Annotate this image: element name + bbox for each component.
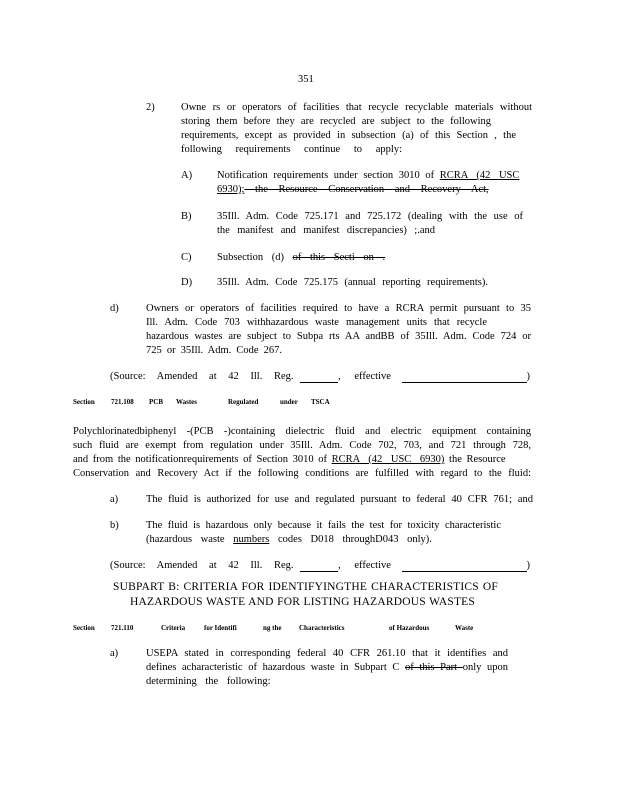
pcb-b-line — [146, 533, 436, 546]
heading-part: TSCA — [311, 398, 330, 406]
item-2-line: Owne rs or operators of facilities that recycle recyclable materials without — [181, 102, 532, 113]
heading-part: for Identifi — [204, 624, 237, 632]
source-note — [110, 559, 531, 572]
rcra-citation: 6930); — [217, 184, 245, 195]
pcb-b-line: The fluid is hazardous only because it fails the test for toxicity characteristic — [146, 520, 501, 531]
pcb-text: and from the notificationrequirements of Section 3010 of — [73, 454, 332, 465]
item-C-text: Subsection (d) — [217, 252, 293, 263]
item-2-line: storing them before they are recycled are subject to the following — [181, 116, 491, 127]
heading-part: Characteristics — [299, 624, 345, 632]
item-B-line: 35Ill. Adm. Code 725.171 and 725.172 (dealing with the use of — [217, 211, 523, 222]
pcb-line: Polychlorinatedbiphenyl -(PCB -)containing dielectric fluid and electric equipment containing — [73, 426, 531, 437]
pcb-line: such fluid are exempt from regulation under 35Ill. Adm. Code 702, 703, and 721 through 728, — [73, 440, 531, 451]
rcra-citation: RCRA (42 USC — [439, 170, 520, 181]
deleted-text: the Resource Conservation and Recovery Act, — [244, 184, 489, 195]
heading-part: Section — [73, 398, 95, 406]
deleted-text: of this Part — [405, 662, 463, 673]
heading-part: ng the — [263, 624, 282, 632]
deleted-text: of this Secti on . — [292, 252, 386, 263]
heading-part: PCB — [149, 398, 163, 406]
pcb-line — [73, 453, 533, 466]
source-effective: effective — [354, 371, 391, 382]
subpart-heading: SUBPART B: CRITERIA FOR IDENTIFYINGTHE CHARACTERISTICS OF — [113, 581, 498, 593]
numbers-insert: numbers — [233, 534, 270, 545]
heading-part: 721.110 — [111, 624, 134, 632]
heading-part: under — [280, 398, 298, 406]
item-A-text: Notification requirements under section 3010 of — [217, 170, 440, 181]
sec110-a-line: determining the following: — [146, 676, 271, 687]
pcb-line: Conservation and Recovery Act if the following conditions are fulfilled with regard to the fluid: — [73, 468, 531, 479]
subpart-heading: HAZARDOUS WASTE AND FOR LISTING HAZARDOUS WASTES — [130, 596, 475, 608]
heading-part: Wastes — [176, 398, 197, 406]
item-B-label: B) — [181, 211, 192, 222]
page-number: 351 — [298, 74, 314, 85]
item-C-label: C) — [181, 252, 192, 263]
reg-blank — [300, 561, 338, 572]
source-close: ) — [526, 371, 531, 382]
heading-part: of Hazardous — [389, 624, 430, 632]
item-d-line: Owners or operators of facilities required to have a RCRA permit pursuant to 35 — [146, 303, 531, 314]
rcra-citation: RCRA (42 USC 6930) — [331, 454, 445, 465]
sec110-a-label: a) — [110, 648, 119, 659]
sec110-a-text: defines acharacteristic of hazardous waste in Subpart C — [146, 662, 405, 673]
item-d-line: 725 or 35Ill. Adm. Code 267. — [146, 345, 282, 356]
sec110-a-line — [146, 661, 546, 674]
pcb-b-label: b) — [110, 520, 119, 531]
item-2-label: 2) — [146, 102, 155, 113]
source-effective: effective — [354, 560, 391, 571]
heading-part: Section — [73, 624, 95, 632]
reg-blank — [300, 372, 338, 383]
heading-part: 721.108 — [111, 398, 134, 406]
source-text: (Source: Amended at 42 Ill. Reg. — [110, 560, 294, 571]
pcb-b-text: (hazardous waste — [146, 534, 234, 545]
heading-part: Regulated — [228, 398, 259, 406]
source-note — [110, 370, 531, 383]
source-sep: , — [338, 371, 341, 382]
sec110-a-line: USEPA stated in corresponding federal 40 CFR 261.10 that it identifies and — [146, 648, 508, 659]
pcb-text: the Resource — [444, 454, 506, 465]
heading-part: Criteria — [161, 624, 186, 632]
sec110-a-text: only upon — [462, 662, 509, 673]
item-A-label: A) — [181, 170, 193, 181]
item-d-line: Ill. Adm. Code 703 withhazardous waste management units that recycle — [146, 317, 487, 328]
source-sep: , — [338, 560, 341, 571]
item-C-line — [217, 251, 385, 264]
item-B-line: the manifest and manifest discrepancies) ;.and — [217, 225, 435, 236]
item-2-line: following requirements continue to apply: — [181, 144, 402, 155]
effective-blank — [402, 372, 527, 383]
item-d-line: hazardous wastes are subject to Subpa rts AA andBB of 35Ill. Adm. Code 724 or — [146, 331, 531, 342]
pcb-b-text: codes D018 throughD043 only). — [269, 534, 432, 545]
heading-part: Waste — [455, 624, 474, 632]
source-text: (Source: Amended at 42 Ill. Reg. — [110, 371, 294, 382]
pcb-a-line: The fluid is authorized for use and regulated pursuant to federal 40 CFR 761; and — [146, 494, 533, 505]
item-d-label: d) — [110, 303, 119, 314]
item-A-line — [217, 183, 517, 196]
pcb-a-label: a) — [110, 494, 119, 505]
item-2-line: requirements, except as provided in subsection (a) of this Section , the — [181, 130, 516, 141]
effective-blank — [402, 561, 527, 572]
source-close: ) — [526, 560, 531, 571]
item-D-label: D) — [181, 277, 193, 288]
item-A-line — [217, 169, 529, 182]
item-D-line: 35Ill. Adm. Code 725.175 (annual reporting requirements). — [217, 277, 488, 288]
